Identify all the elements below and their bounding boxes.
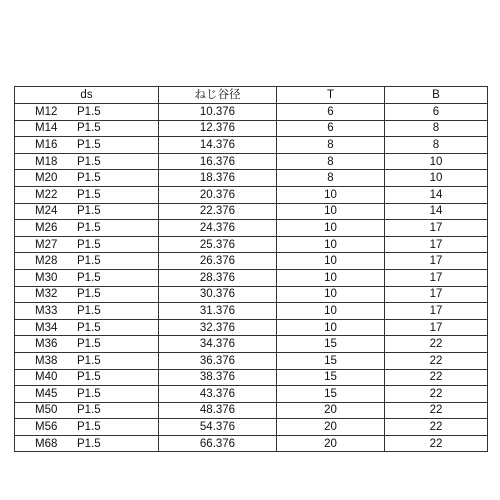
header-ds: ds	[15, 87, 159, 104]
cell-pitch: P1.5	[77, 404, 101, 417]
cell-root-diameter: 16.376	[159, 153, 277, 170]
cell-pitch: P1.5	[77, 421, 101, 434]
cell-pitch: P1.5	[77, 238, 101, 251]
cell-pitch: P1.5	[77, 105, 101, 118]
cell-size: M50	[35, 404, 58, 417]
thread-spec-table	[14, 86, 488, 452]
cell-t: 10	[277, 286, 385, 303]
table-row	[15, 269, 488, 286]
table-row	[15, 336, 488, 353]
cell-t: 8	[277, 137, 385, 154]
header-root-diameter: ねじ谷径	[159, 87, 277, 104]
cell-root-diameter: 36.376	[159, 352, 277, 369]
cell-pitch: P1.5	[77, 387, 101, 400]
cell-ds	[15, 253, 159, 270]
cell-t: 10	[277, 319, 385, 336]
cell-t: 8	[277, 153, 385, 170]
cell-b: 8	[385, 137, 488, 154]
table-body	[15, 104, 488, 452]
cell-size: M18	[35, 155, 58, 168]
cell-pitch: P1.5	[77, 138, 101, 151]
cell-t: 8	[277, 170, 385, 187]
table-row	[15, 435, 488, 452]
cell-ds	[15, 269, 159, 286]
cell-b: 22	[385, 336, 488, 353]
cell-ds	[15, 186, 159, 203]
cell-size: M33	[35, 304, 58, 317]
cell-ds	[15, 336, 159, 353]
cell-size: M22	[35, 188, 58, 201]
cell-b: 17	[385, 286, 488, 303]
cell-ds	[15, 220, 159, 237]
table-header	[15, 87, 488, 104]
cell-t: 10	[277, 269, 385, 286]
cell-size: M26	[35, 221, 58, 234]
cell-size: M28	[35, 255, 58, 268]
table-row	[15, 186, 488, 203]
cell-ds	[15, 286, 159, 303]
cell-t: 15	[277, 336, 385, 353]
cell-ds	[15, 104, 159, 121]
cell-root-diameter: 54.376	[159, 419, 277, 436]
cell-pitch: P1.5	[77, 172, 101, 185]
cell-pitch: P1.5	[77, 122, 101, 135]
cell-t: 20	[277, 435, 385, 452]
cell-pitch: P1.5	[77, 255, 101, 268]
cell-root-diameter: 14.376	[159, 137, 277, 154]
cell-b: 14	[385, 186, 488, 203]
cell-size: M56	[35, 421, 58, 434]
cell-ds	[15, 120, 159, 137]
cell-size: M12	[35, 105, 58, 118]
cell-ds	[15, 402, 159, 419]
cell-b: 17	[385, 236, 488, 253]
table-row	[15, 286, 488, 303]
table-row	[15, 402, 488, 419]
cell-size: M27	[35, 238, 58, 251]
header-b: B	[385, 87, 488, 104]
cell-size: M34	[35, 321, 58, 334]
cell-pitch: P1.5	[77, 437, 101, 450]
cell-t: 10	[277, 203, 385, 220]
cell-root-diameter: 48.376	[159, 402, 277, 419]
cell-b: 22	[385, 402, 488, 419]
cell-size: M24	[35, 205, 58, 218]
header-t: T	[277, 87, 385, 104]
cell-root-diameter: 25.376	[159, 236, 277, 253]
cell-b: 17	[385, 303, 488, 320]
cell-b: 22	[385, 435, 488, 452]
cell-t: 10	[277, 186, 385, 203]
table-row	[15, 104, 488, 121]
table-row	[15, 386, 488, 403]
cell-size: M14	[35, 122, 58, 135]
cell-pitch: P1.5	[77, 271, 101, 284]
cell-root-diameter: 31.376	[159, 303, 277, 320]
cell-root-diameter: 12.376	[159, 120, 277, 137]
cell-size: M68	[35, 437, 58, 450]
table-row	[15, 303, 488, 320]
cell-root-diameter: 10.376	[159, 104, 277, 121]
cell-b: 10	[385, 170, 488, 187]
cell-root-diameter: 34.376	[159, 336, 277, 353]
cell-t: 10	[277, 253, 385, 270]
cell-root-diameter: 20.376	[159, 186, 277, 203]
cell-b: 17	[385, 220, 488, 237]
cell-pitch: P1.5	[77, 288, 101, 301]
cell-t: 20	[277, 402, 385, 419]
cell-root-diameter: 66.376	[159, 435, 277, 452]
cell-b: 17	[385, 253, 488, 270]
cell-root-diameter: 18.376	[159, 170, 277, 187]
cell-ds	[15, 352, 159, 369]
cell-pitch: P1.5	[77, 221, 101, 234]
table-row	[15, 153, 488, 170]
header-row	[15, 87, 488, 104]
table-row	[15, 419, 488, 436]
table-row	[15, 170, 488, 187]
cell-t: 15	[277, 386, 385, 403]
cell-t: 10	[277, 220, 385, 237]
cell-t: 10	[277, 303, 385, 320]
table-row	[15, 220, 488, 237]
cell-t: 6	[277, 104, 385, 121]
cell-b: 17	[385, 319, 488, 336]
cell-b: 10	[385, 153, 488, 170]
cell-t: 15	[277, 352, 385, 369]
cell-size: M45	[35, 387, 58, 400]
cell-ds	[15, 303, 159, 320]
cell-t: 15	[277, 369, 385, 386]
table-row	[15, 369, 488, 386]
table-row	[15, 203, 488, 220]
cell-ds	[15, 137, 159, 154]
table-row	[15, 352, 488, 369]
cell-size: M30	[35, 271, 58, 284]
cell-pitch: P1.5	[77, 188, 101, 201]
cell-size: M36	[35, 338, 58, 351]
table-row	[15, 236, 488, 253]
cell-b: 17	[385, 269, 488, 286]
cell-t: 10	[277, 236, 385, 253]
table-row	[15, 120, 488, 137]
cell-pitch: P1.5	[77, 338, 101, 351]
cell-ds	[15, 203, 159, 220]
cell-ds	[15, 419, 159, 436]
cell-pitch: P1.5	[77, 354, 101, 367]
cell-b: 22	[385, 369, 488, 386]
cell-ds	[15, 170, 159, 187]
cell-b: 6	[385, 104, 488, 121]
cell-pitch: P1.5	[77, 155, 101, 168]
cell-size: M32	[35, 288, 58, 301]
cell-pitch: P1.5	[77, 205, 101, 218]
cell-size: M38	[35, 354, 58, 367]
cell-ds	[15, 386, 159, 403]
cell-pitch: P1.5	[77, 304, 101, 317]
cell-b: 22	[385, 386, 488, 403]
cell-size: M16	[35, 138, 58, 151]
cell-root-diameter: 22.376	[159, 203, 277, 220]
cell-ds	[15, 319, 159, 336]
table-row	[15, 253, 488, 270]
cell-b: 22	[385, 352, 488, 369]
cell-size: M40	[35, 371, 58, 384]
table-row	[15, 137, 488, 154]
cell-root-diameter: 24.376	[159, 220, 277, 237]
cell-t: 20	[277, 419, 385, 436]
cell-ds	[15, 153, 159, 170]
table-row	[15, 319, 488, 336]
cell-ds	[15, 236, 159, 253]
cell-ds	[15, 435, 159, 452]
cell-t: 6	[277, 120, 385, 137]
cell-size: M20	[35, 172, 58, 185]
cell-root-diameter: 32.376	[159, 319, 277, 336]
cell-pitch: P1.5	[77, 321, 101, 334]
cell-root-diameter: 28.376	[159, 269, 277, 286]
cell-root-diameter: 43.376	[159, 386, 277, 403]
cell-b: 8	[385, 120, 488, 137]
cell-root-diameter: 30.376	[159, 286, 277, 303]
cell-b: 22	[385, 419, 488, 436]
cell-root-diameter: 38.376	[159, 369, 277, 386]
cell-pitch: P1.5	[77, 371, 101, 384]
cell-b: 14	[385, 203, 488, 220]
cell-ds	[15, 369, 159, 386]
cell-root-diameter: 26.376	[159, 253, 277, 270]
